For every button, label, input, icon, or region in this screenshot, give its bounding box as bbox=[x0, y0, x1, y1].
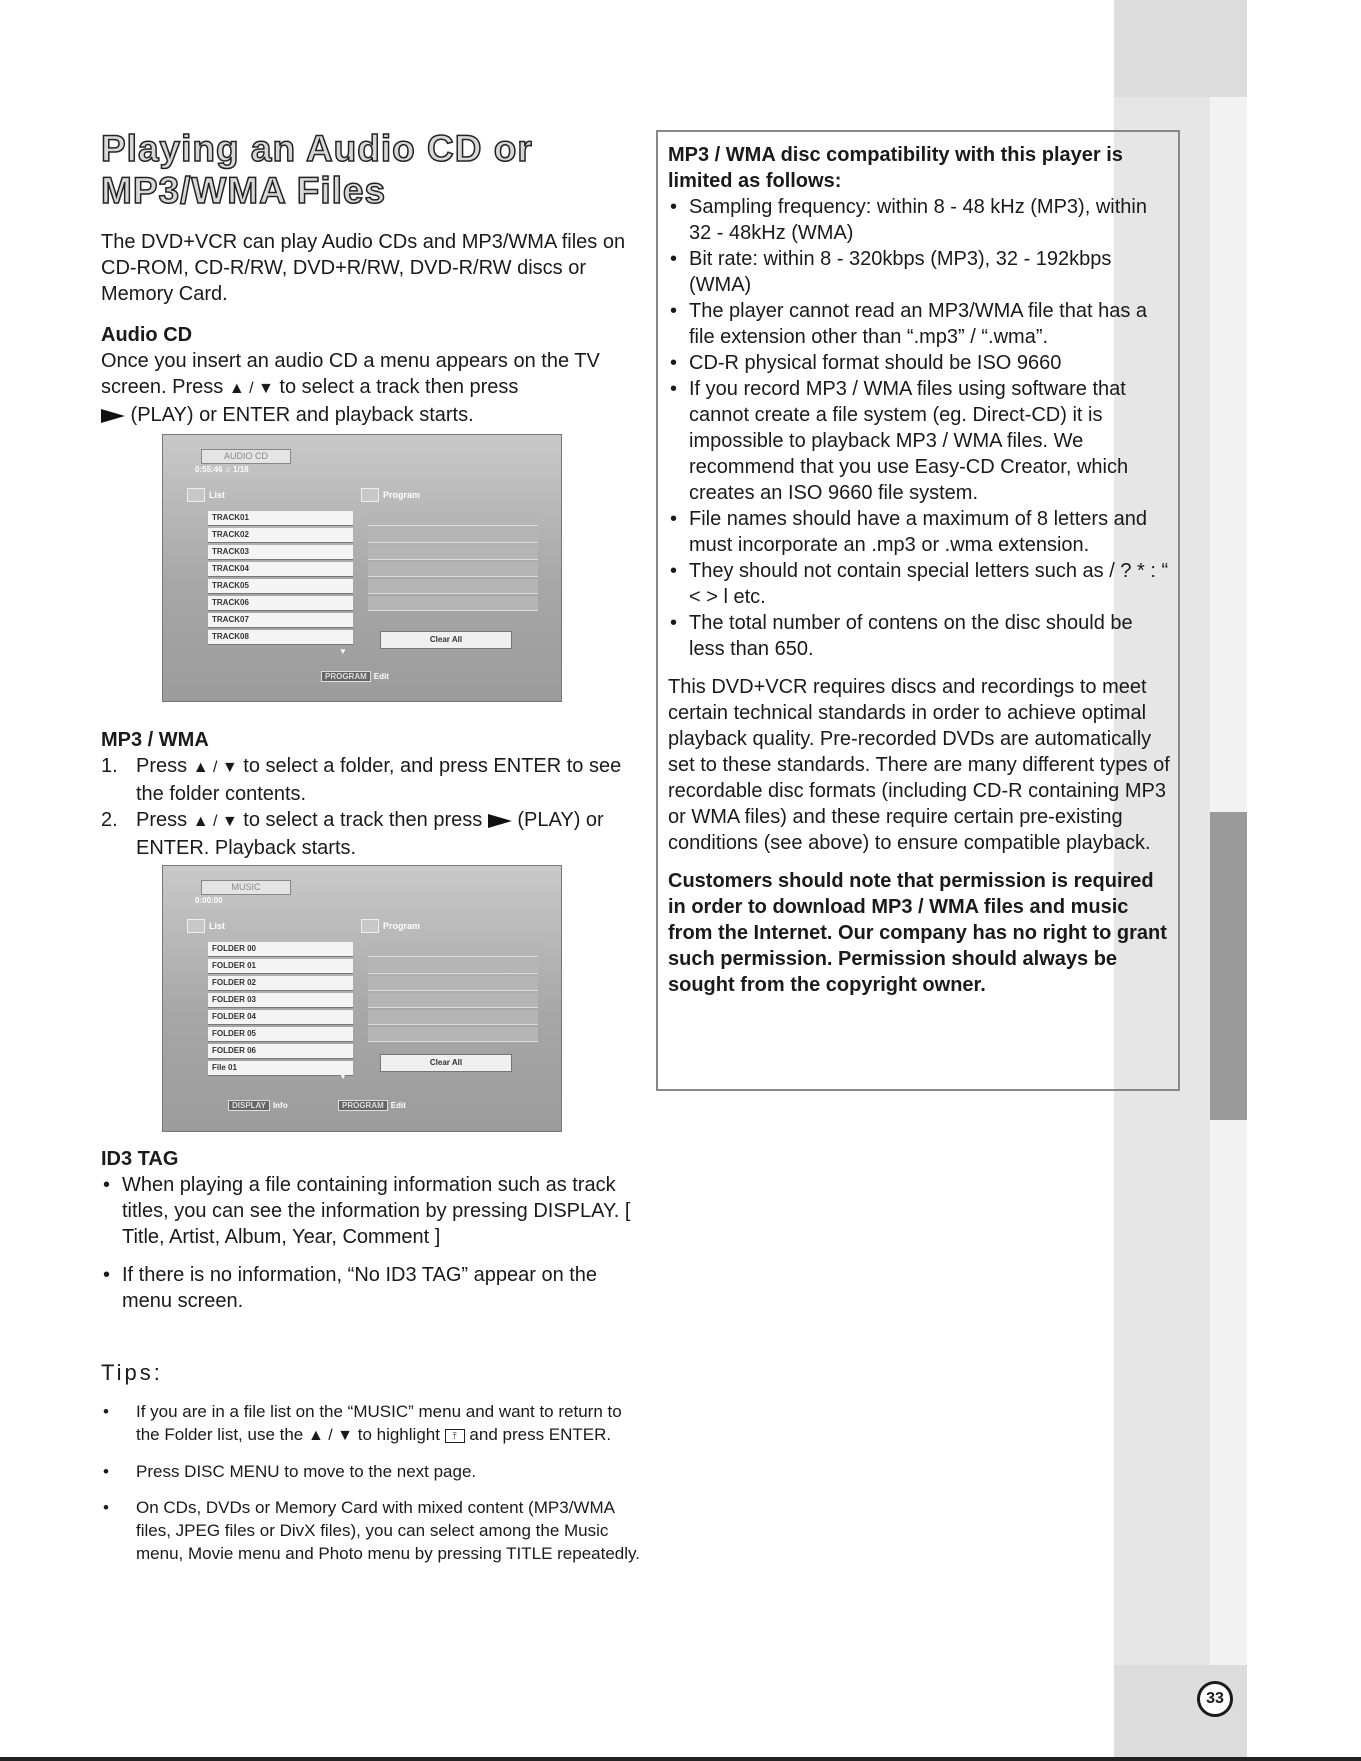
list-item bbox=[668, 246, 1173, 298]
bullet: • bbox=[670, 378, 678, 400]
program-slot bbox=[368, 1027, 538, 1042]
bullet: • bbox=[103, 1462, 109, 1481]
program-key-icon: PROGRAM bbox=[321, 671, 371, 682]
program-slot bbox=[368, 579, 538, 594]
mp3-wma-steps bbox=[101, 753, 641, 861]
list-item: FOLDER 03 bbox=[208, 993, 353, 1008]
copyright-notice: Customers should note that permission is required in order to download MP3 / WMA files and music from the Internet. Our company has no right to grant such permission. Permission should always be sought from the copyright owner. bbox=[668, 870, 1167, 996]
audio-cd-menu-screenshot bbox=[162, 434, 562, 702]
program-slot bbox=[368, 511, 538, 526]
display-key-icon: DISPLAY bbox=[228, 1100, 270, 1111]
list-item: File 01 bbox=[208, 1061, 353, 1076]
footer-label: Edit bbox=[390, 1101, 406, 1110]
bullet: • bbox=[670, 508, 678, 530]
folder-list bbox=[208, 942, 353, 1078]
program-key-icon: PROGRAM bbox=[338, 1100, 388, 1111]
track-list bbox=[208, 511, 353, 647]
bottom-rule bbox=[0, 1757, 1361, 1761]
section-tab-label: Operation bbox=[1245, 758, 1278, 900]
list-item: TRACK01 bbox=[208, 511, 353, 526]
screen-tab: MUSIC bbox=[201, 880, 291, 895]
program-heading: Program bbox=[383, 921, 421, 931]
program-slot bbox=[368, 993, 538, 1008]
bullet-text: When playing a file containing information such as track titles, you can see the information by pressing DISPLAY. [ Title, Artist, Album, Year, Comment ] bbox=[122, 1174, 631, 1248]
list-item bbox=[668, 350, 1173, 376]
scroll-down-icon: ▼ bbox=[339, 647, 347, 656]
up-down-arrows-icon: ▲ / ▼ bbox=[192, 759, 238, 776]
screen-status: 0:55:46 ♫ 1/18 bbox=[195, 465, 249, 474]
audio-cd-text-2: to select a track then press bbox=[273, 376, 519, 398]
up-down-arrows-icon: ▲ / ▼ bbox=[192, 813, 238, 830]
list-item: TRACK04 bbox=[208, 562, 353, 577]
tip-text: On CDs, DVDs or Memory Card with mixed content (MP3/WMA files, JPEG files or DivX files), you can select among the Music menu, Movie menu and Photo menu by pressing TITLE repeatedly. bbox=[136, 1498, 640, 1563]
audio-cd-heading: Audio CD bbox=[101, 324, 193, 346]
step-text: to select a track then press bbox=[237, 809, 488, 831]
screen-footer bbox=[338, 1100, 406, 1111]
list-item bbox=[668, 194, 1173, 246]
screen-status: 0:00:00 bbox=[195, 896, 223, 905]
tips-label: Tips: bbox=[101, 1360, 163, 1385]
step-text: to select a folder, and press ENTER to see the folder contents. bbox=[136, 755, 622, 805]
step-text: Press bbox=[136, 809, 193, 831]
page-number: 33 bbox=[1197, 1681, 1233, 1717]
music-menu-screenshot bbox=[162, 865, 562, 1132]
intro-paragraph: The DVD+VCR can play Audio CDs and MP3/WMA files on CD-ROM, CD-R/RW, DVD+R/RW, DVD-R/RW discs or Memory Card. bbox=[101, 231, 626, 305]
list-item: TRACK02 bbox=[208, 528, 353, 543]
tip-text: If you are in a file list on the “MUSIC” menu and want to return to the Folder list, use the bbox=[136, 1402, 622, 1444]
requirements-paragraph: This DVD+VCR requires discs and recordings to meet certain technical standards in order to achieve optimal playback quality. Pre-recorded DVDs are automatically set to these standards. There are many different types of recordable disc formats (including CD-R containing MP3 or WMA files) and these require certain pre-existing conditions (see above) to ensure compatible playback. bbox=[668, 676, 1170, 854]
bullet: • bbox=[670, 196, 678, 218]
bullet: • bbox=[670, 248, 678, 270]
program-slot bbox=[368, 562, 538, 577]
bullet-text: Bit rate: within 8 - 320kbps (MP3), 32 - 192kbps (WMA) bbox=[689, 248, 1112, 296]
program-icon bbox=[361, 488, 379, 502]
screen-footer bbox=[321, 671, 389, 682]
compatibility-heading: MP3 / WMA disc compatibility with this player is limited as follows: bbox=[668, 144, 1123, 192]
screen-footer-info bbox=[228, 1100, 288, 1111]
clear-all-button: Clear All bbox=[380, 1054, 512, 1072]
list-heading: List bbox=[209, 490, 226, 500]
bullet-text: The player cannot read an MP3/WMA file that has a file extension other than “.mp3” / “.wma”. bbox=[689, 300, 1148, 348]
list-item bbox=[101, 1400, 641, 1447]
list-item: FOLDER 01 bbox=[208, 959, 353, 974]
bullet-text: File names should have a maximum of 8 letters and must incorporate an .mp3 or .wma extension. bbox=[689, 508, 1147, 556]
list-heading: List bbox=[209, 921, 226, 931]
bullet-text: CD-R physical format should be ISO 9660 bbox=[689, 352, 1062, 374]
section-tab bbox=[1210, 812, 1247, 1120]
screen-tab: AUDIO CD bbox=[201, 449, 291, 464]
program-slot bbox=[368, 545, 538, 560]
list-item: FOLDER 00 bbox=[208, 942, 353, 957]
play-icon bbox=[101, 409, 125, 423]
bullet-text: If there is no information, “No ID3 TAG” appear on the menu screen. bbox=[122, 1264, 598, 1312]
page-title: Playing an Audio CD or MP3/WMA Files bbox=[101, 128, 533, 211]
list-item: TRACK07 bbox=[208, 613, 353, 628]
list-item bbox=[101, 1262, 641, 1314]
program-list bbox=[368, 942, 538, 1044]
footer-label: Edit bbox=[373, 672, 389, 681]
list-item: TRACK05 bbox=[208, 579, 353, 594]
step-number: 1. bbox=[101, 755, 118, 777]
id3-list bbox=[101, 1172, 641, 1326]
step-number: 2. bbox=[101, 809, 118, 831]
bullet: • bbox=[103, 1264, 111, 1286]
program-list bbox=[368, 511, 538, 613]
program-slot bbox=[368, 959, 538, 974]
up-down-arrows-icon: ▲ / ▼ bbox=[307, 1427, 353, 1444]
list-item bbox=[101, 1460, 641, 1483]
tip-text: to highlight bbox=[353, 1425, 445, 1444]
bullet-text: If you record MP3 / WMA files using software that cannot create a file system (eg. Direct-CD) it is impossible to playback MP3 / WMA files. We recommend that you use Easy-CD Creator, which creates an ISO 9660 file system. bbox=[689, 378, 1129, 504]
list-item bbox=[668, 610, 1173, 662]
bullet-text: The total number of contens on the disc should be less than 650. bbox=[689, 612, 1133, 660]
list-item bbox=[668, 558, 1173, 610]
bullet: • bbox=[670, 352, 678, 374]
program-slot bbox=[368, 528, 538, 543]
up-down-arrows-icon: ▲ / ▼ bbox=[228, 380, 274, 397]
list-item: FOLDER 05 bbox=[208, 1027, 353, 1042]
program-icon bbox=[361, 919, 379, 933]
audio-cd-paragraph bbox=[101, 348, 631, 428]
program-slot bbox=[368, 1010, 538, 1025]
margin-strip-bottom bbox=[1114, 1665, 1247, 1761]
list-item: FOLDER 02 bbox=[208, 976, 353, 991]
compatibility-list bbox=[668, 194, 1173, 662]
step-text: (PLAY) or ENTER. Playback starts. bbox=[136, 809, 604, 859]
program-heading: Program bbox=[383, 490, 421, 500]
folder-up-icon: ⤒ bbox=[445, 1429, 465, 1443]
list-item bbox=[668, 506, 1173, 558]
program-slot bbox=[368, 942, 538, 957]
tip-text: Press DISC MENU to move to the next page. bbox=[136, 1462, 477, 1481]
list-item bbox=[101, 1172, 641, 1250]
list-item: FOLDER 06 bbox=[208, 1044, 353, 1059]
list-item: TRACK08 bbox=[208, 630, 353, 645]
scroll-down-icon: ▼ bbox=[339, 1072, 347, 1081]
list-item bbox=[101, 753, 641, 807]
bullet: • bbox=[670, 612, 678, 634]
bullet: • bbox=[670, 560, 678, 582]
compatibility-content bbox=[668, 142, 1173, 998]
margin-strip-top bbox=[1114, 0, 1247, 97]
audio-cd-text-3: (PLAY) or ENTER and playback starts. bbox=[125, 404, 474, 426]
list-item bbox=[101, 807, 641, 861]
list-item: TRACK06 bbox=[208, 596, 353, 611]
list-item bbox=[668, 376, 1173, 506]
list-item: TRACK03 bbox=[208, 545, 353, 560]
list-icon bbox=[187, 919, 205, 933]
list-item: FOLDER 04 bbox=[208, 1010, 353, 1025]
bullet: • bbox=[103, 1174, 111, 1196]
compatibility-box bbox=[656, 130, 1180, 1091]
list-item bbox=[101, 1496, 641, 1565]
bullet: • bbox=[103, 1402, 109, 1421]
bullet: • bbox=[670, 300, 678, 322]
program-slot bbox=[368, 596, 538, 611]
tips-list bbox=[101, 1400, 641, 1578]
list-item bbox=[668, 298, 1173, 350]
clear-all-button: Clear All bbox=[380, 631, 512, 649]
tip-text: and press ENTER. bbox=[464, 1425, 612, 1444]
bullet-text: They should not contain special letters such as / ? * : “ < > l etc. bbox=[689, 560, 1169, 608]
id3-heading: ID3 TAG bbox=[101, 1148, 179, 1170]
program-slot bbox=[368, 976, 538, 991]
footer-label: Info bbox=[272, 1101, 288, 1110]
audio-cd-text-1: Once you insert an audio CD a menu appears on the TV screen. Press bbox=[101, 350, 600, 398]
list-icon bbox=[187, 488, 205, 502]
play-icon bbox=[488, 814, 512, 828]
mp3-wma-heading: MP3 / WMA bbox=[101, 729, 209, 751]
bullet: • bbox=[103, 1498, 109, 1517]
bullet-text: Sampling frequency: within 8 - 48 kHz (MP3), within 32 - 48kHz (WMA) bbox=[689, 196, 1147, 244]
step-text: Press bbox=[136, 755, 193, 777]
